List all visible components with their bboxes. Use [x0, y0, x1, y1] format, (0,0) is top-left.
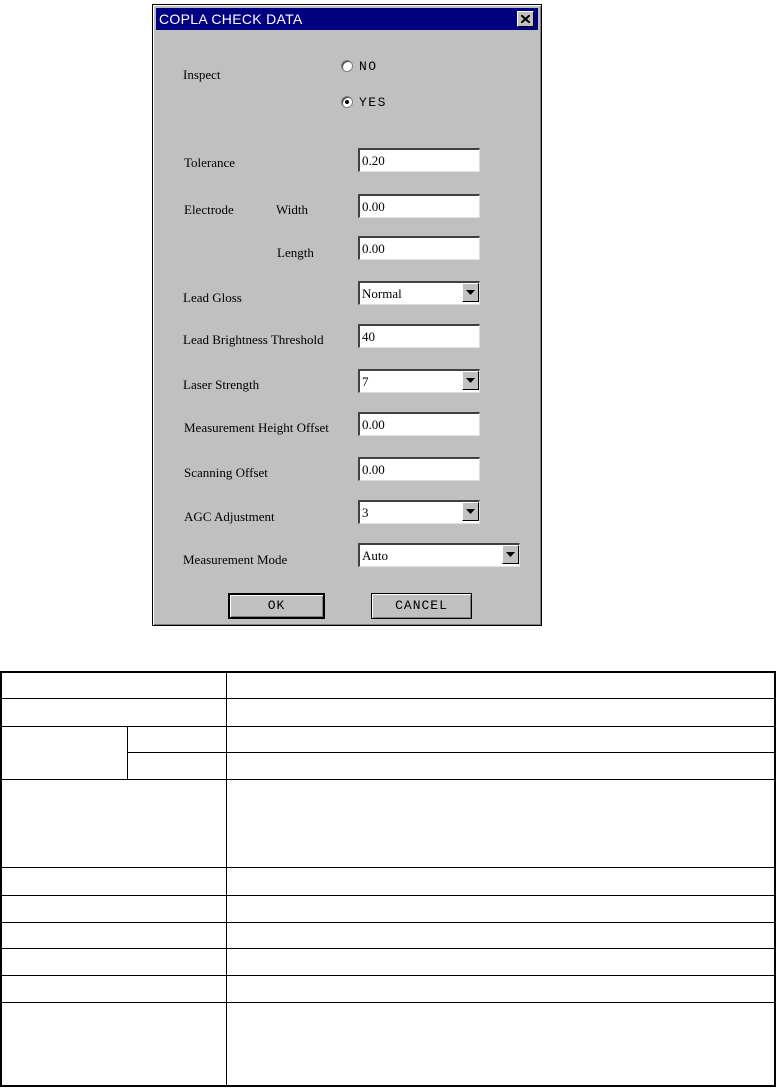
agc-adjustment-label: AGC Adjustment: [184, 509, 275, 524]
table-row-line: [0, 779, 776, 780]
electrode-width-input[interactable]: 0.00: [358, 194, 480, 218]
laser-strength-dropdown-button[interactable]: [462, 371, 479, 390]
electrode-width-label: Width: [276, 202, 308, 217]
agc-adjustment-select[interactable]: [358, 500, 480, 524]
inspect-yes-label: YES: [359, 95, 387, 110]
chevron-down-icon: [466, 378, 475, 383]
table-column-divider: [226, 671, 227, 1087]
table-border-bottom: [0, 1085, 776, 1087]
table-row-line: [0, 948, 776, 949]
electrode-label: Electrode: [184, 202, 234, 217]
lead-brightness-threshold-input[interactable]: 40: [358, 324, 480, 348]
title-bar[interactable]: [156, 8, 538, 30]
dialog-title: COPLA CHECK DATA: [159, 11, 303, 27]
close-button[interactable]: [517, 11, 534, 27]
table-row-line: [0, 922, 776, 923]
table-row-line: [0, 975, 776, 976]
electrode-length-input[interactable]: 0.00: [358, 236, 480, 260]
table-row-line: [0, 895, 776, 896]
electrode-length-label: Length: [277, 245, 314, 260]
measurement-mode-label: Measurement Mode: [183, 552, 288, 567]
scanning-offset-input[interactable]: 0.00: [358, 457, 480, 481]
inspect-no-label: NO: [359, 59, 378, 74]
table-row-line: [0, 1002, 776, 1003]
inspect-no-radio[interactable]: [341, 59, 401, 77]
agc-adjustment-dropdown-button[interactable]: [462, 502, 479, 521]
lead-gloss-select[interactable]: [358, 281, 480, 305]
measurement-mode-select[interactable]: [358, 543, 520, 567]
measurement-mode-dropdown-button[interactable]: [502, 545, 519, 564]
radio-no-icon: [341, 60, 353, 72]
table-border-left: [0, 671, 2, 1087]
chevron-down-icon: [506, 552, 515, 557]
agc-adjustment-value: 3: [362, 505, 369, 520]
lead-brightness-threshold-label: Lead Brightness Threshold: [183, 332, 324, 347]
chevron-down-icon: [466, 509, 475, 514]
description-table: [0, 671, 776, 1087]
cancel-button[interactable]: CANCEL: [371, 593, 472, 619]
table-row-line: [127, 752, 776, 753]
table-row-line: [0, 726, 776, 727]
laser-strength-value: 7: [362, 374, 369, 389]
chevron-down-icon: [466, 290, 475, 295]
table-border-right: [774, 671, 776, 1087]
tolerance-input[interactable]: 0.20: [358, 148, 480, 172]
scanning-offset-label: Scanning Offset: [184, 465, 268, 480]
table-row-line: [0, 698, 776, 699]
radio-yes-icon: [341, 96, 353, 108]
inspect-label: Inspect: [183, 67, 221, 82]
lead-gloss-dropdown-button[interactable]: [462, 283, 479, 302]
lead-gloss-label: Lead Gloss: [183, 290, 242, 305]
lead-gloss-value: Normal: [362, 286, 402, 301]
measurement-height-offset-label: Measurement Height Offset: [184, 420, 329, 435]
measurement-mode-value: Auto: [362, 548, 388, 563]
copla-check-data-dialog: [152, 4, 542, 626]
table-border-top: [0, 671, 776, 673]
laser-strength-select[interactable]: [358, 369, 480, 393]
inspect-yes-radio[interactable]: [341, 95, 401, 113]
ok-button[interactable]: OK: [228, 593, 325, 619]
tolerance-label: Tolerance: [184, 155, 236, 170]
close-icon: [521, 15, 530, 23]
measurement-height-offset-input[interactable]: 0.00: [358, 412, 480, 436]
table-row-line: [0, 867, 776, 868]
laser-strength-label: Laser Strength: [183, 377, 260, 392]
